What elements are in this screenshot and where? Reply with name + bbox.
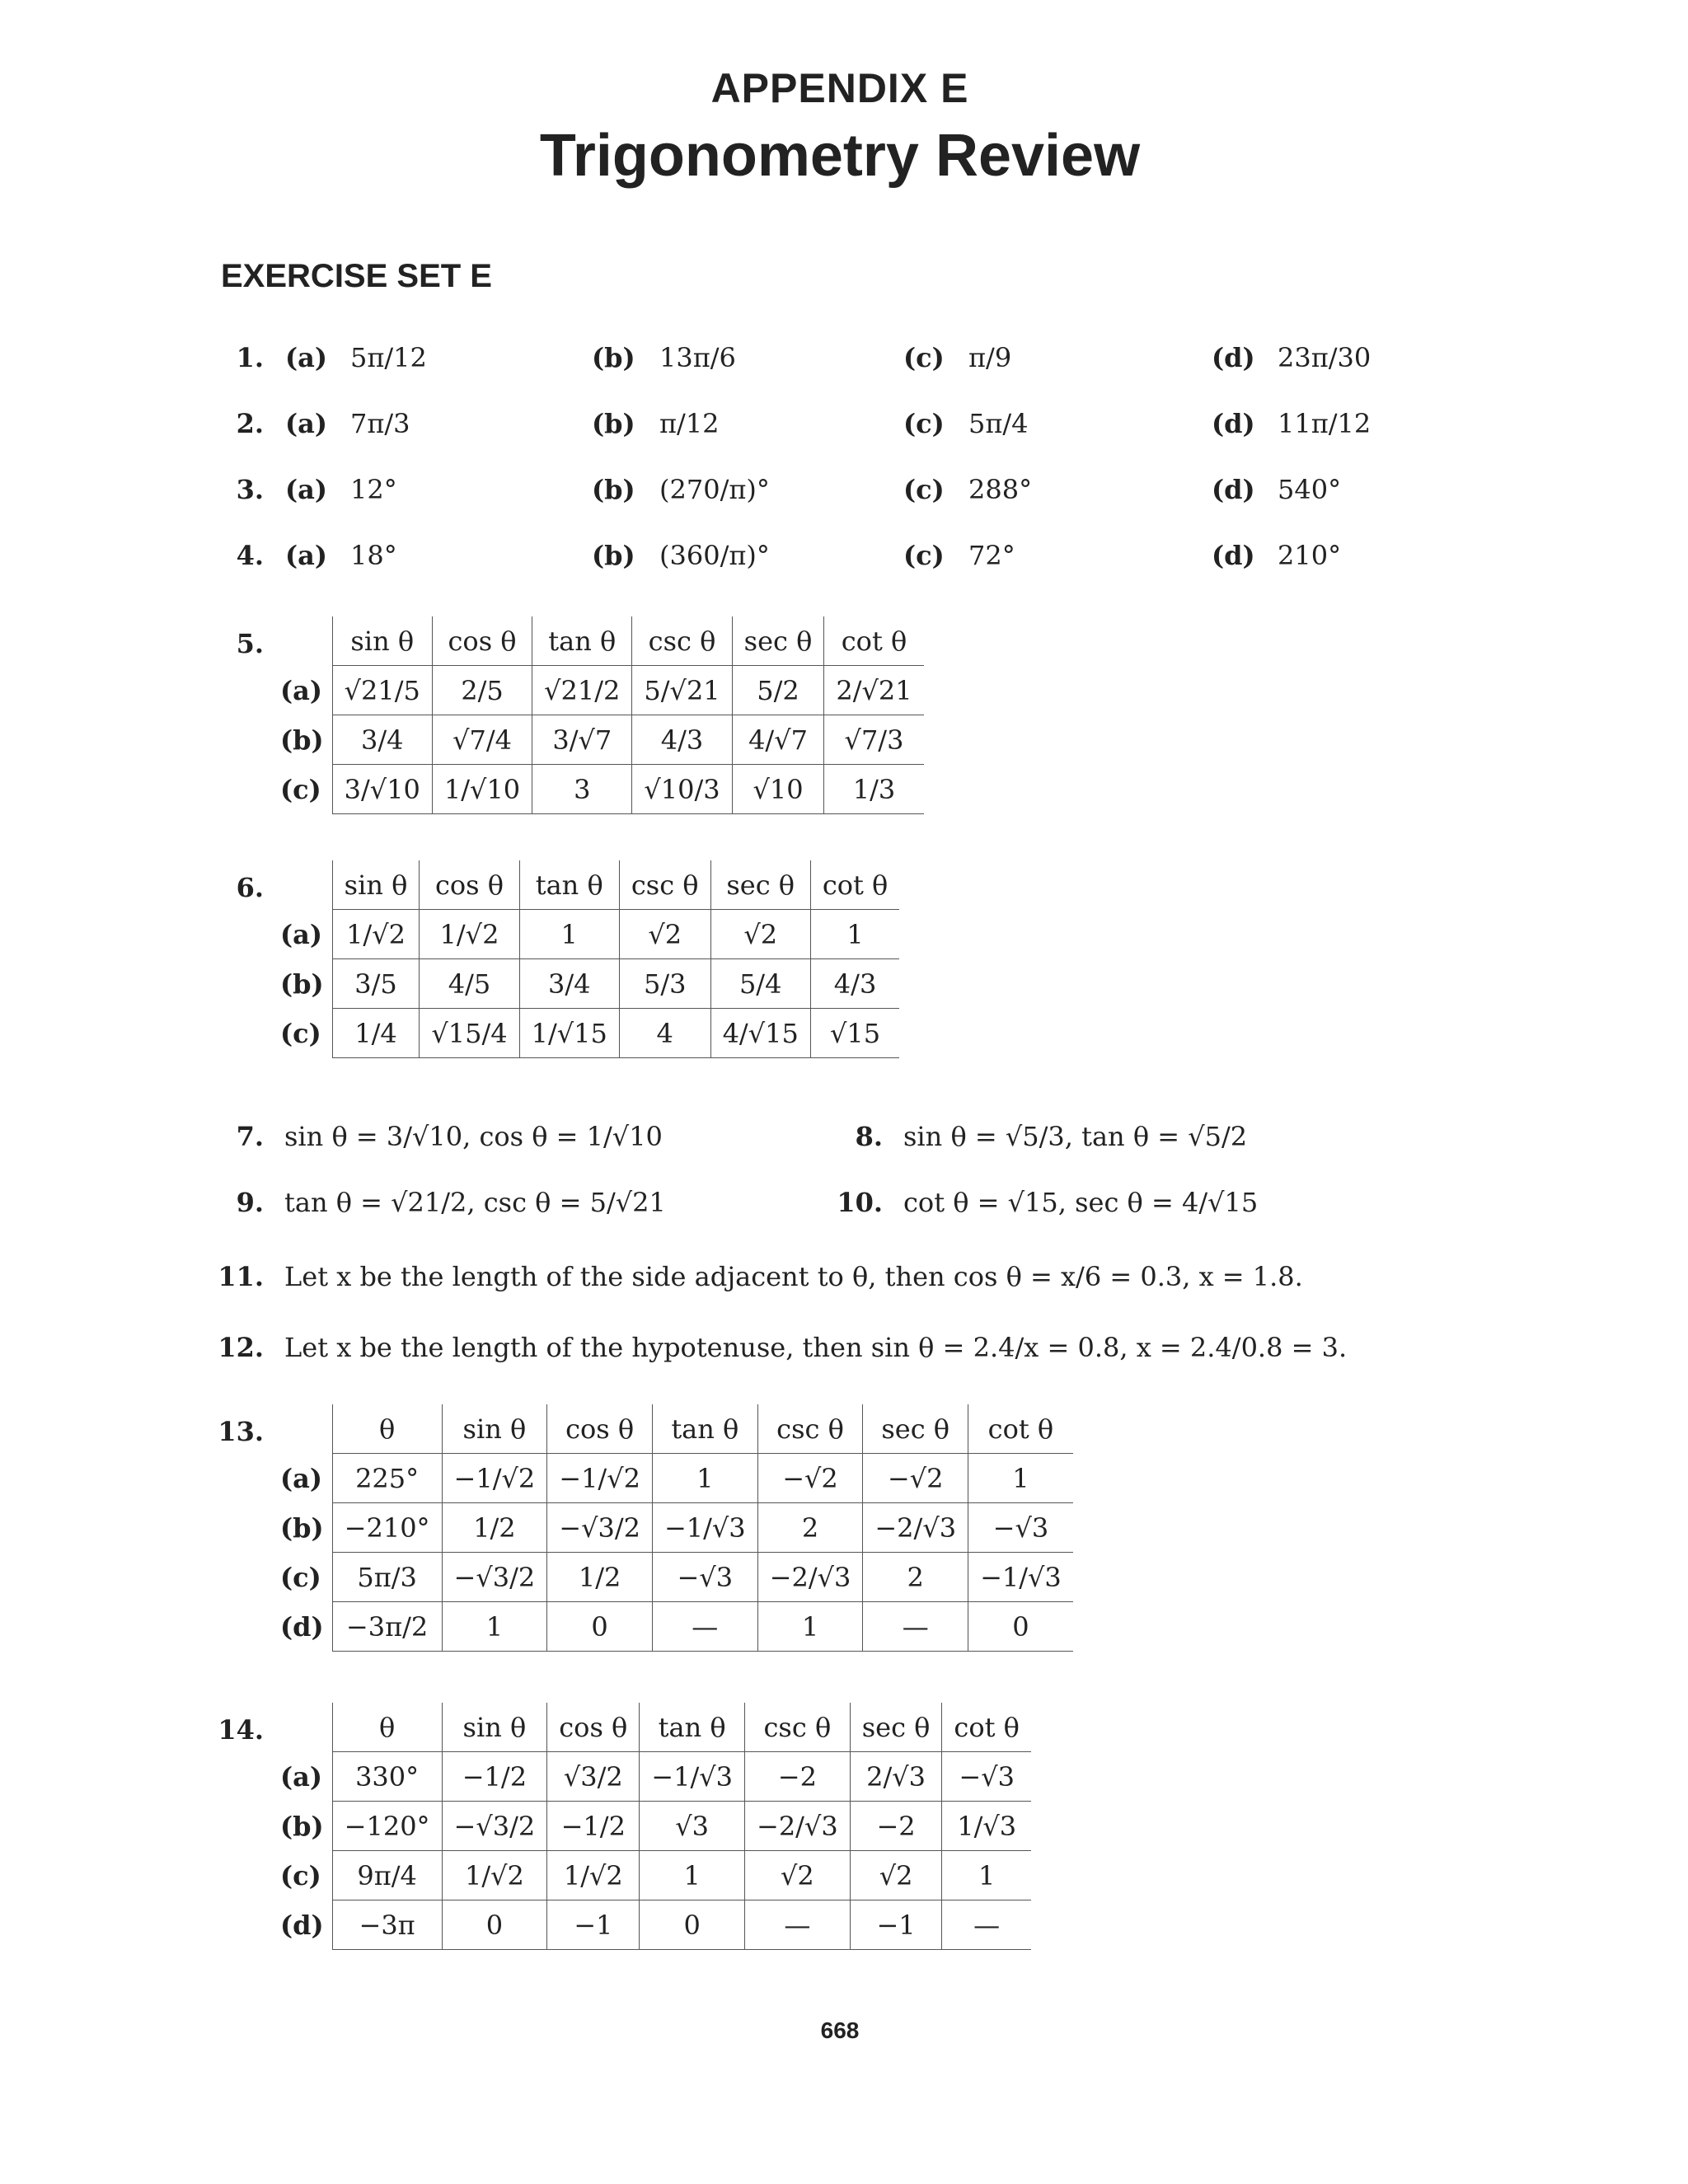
- table-cell: 2: [863, 1553, 968, 1602]
- table-cell: −1/√3: [640, 1752, 745, 1802]
- column-header: cot θ: [824, 616, 924, 666]
- table-cell: 1/2: [547, 1553, 653, 1602]
- table-cell: √2: [710, 910, 810, 959]
- part-label: (b): [592, 540, 635, 571]
- table-cell: √10/3: [632, 765, 732, 814]
- table-cell: 3/4: [332, 715, 432, 765]
- row-label: (b): [280, 1810, 324, 1842]
- column-header: cot θ: [810, 860, 899, 910]
- answer-text: tan θ = √21/2, csc θ = 5/√21: [284, 1187, 666, 1218]
- column-header: sin θ: [442, 1703, 547, 1752]
- problem-number: 2.: [236, 408, 264, 439]
- table-cell: √7/4: [432, 715, 532, 765]
- table-cell: 3/5: [332, 959, 420, 1009]
- problem-number: 12.: [218, 1332, 264, 1363]
- part-label: (b): [592, 408, 635, 439]
- column-header: tan θ: [519, 860, 619, 910]
- part-label: (d): [1212, 408, 1255, 439]
- row-label: (c): [280, 1561, 321, 1593]
- part-answer: π/12: [659, 408, 720, 439]
- table-cell: −√3: [968, 1503, 1073, 1553]
- table-cell: 1/4: [332, 1009, 420, 1058]
- column-header: cos θ: [547, 1703, 640, 1752]
- part-answer: 13π/6: [659, 342, 736, 373]
- table-cell: 3: [532, 765, 632, 814]
- part-answer: π/9: [968, 342, 1012, 373]
- column-header: sin θ: [332, 860, 420, 910]
- row-label: (b): [280, 724, 324, 756]
- table-cell: −2/√3: [745, 1802, 851, 1851]
- table-cell: 330°: [332, 1752, 442, 1802]
- column-header: sin θ: [442, 1404, 547, 1454]
- table-cell: −3π/2: [332, 1602, 442, 1652]
- part-answer: 5π/4: [968, 408, 1029, 439]
- page-title: Trigonometry Review: [539, 123, 1141, 189]
- answer-text: Let x be the length of the side adjacent to θ, then cos θ = x/6 = 0.3, x = 1.8.: [284, 1261, 1303, 1292]
- table-cell: 0: [640, 1900, 745, 1950]
- table-cell: −3π: [332, 1900, 442, 1950]
- table-cell: 4: [619, 1009, 710, 1058]
- table-cell: 1/3: [824, 765, 924, 814]
- exercise-set-heading: EXERCISE SET E: [221, 258, 492, 294]
- table-cell: −1/√2: [442, 1454, 547, 1503]
- column-header: csc θ: [632, 616, 732, 666]
- row-label-spacer: [280, 616, 332, 666]
- table-cell: 2/√3: [850, 1752, 942, 1802]
- row-label: (a): [280, 1462, 323, 1494]
- table-cell: 4/√7: [732, 715, 824, 765]
- problem-number: 1.: [236, 342, 264, 373]
- table-cell: 4/3: [810, 959, 899, 1009]
- table-cell: √21/2: [532, 666, 632, 715]
- table-cell: 2: [757, 1503, 863, 1553]
- column-header: θ: [332, 1703, 442, 1752]
- table-cell: −1/2: [547, 1802, 640, 1851]
- part-answer: 23π/30: [1278, 342, 1372, 373]
- table-cell: √2: [745, 1851, 851, 1900]
- answer-text: cot θ = √15, sec θ = 4/√15: [903, 1187, 1259, 1218]
- row-label: (b): [280, 1511, 324, 1544]
- table-cell: 1/2: [442, 1503, 547, 1553]
- table-cell: √15: [810, 1009, 899, 1058]
- table-cell: −210°: [332, 1503, 442, 1553]
- part-label: (d): [1212, 342, 1255, 373]
- column-header: cos θ: [432, 616, 532, 666]
- answer-text: sin θ = 3/√10, cos θ = 1/√10: [284, 1121, 663, 1152]
- table-cell: 1/√10: [432, 765, 532, 814]
- table-cell: 4/√15: [710, 1009, 810, 1058]
- part-answer: (270/π)°: [659, 474, 770, 505]
- page-number: 668: [820, 2018, 860, 2043]
- table-cell: −120°: [332, 1802, 442, 1851]
- table-cell: √21/5: [332, 666, 432, 715]
- table-cell: −√2: [757, 1454, 863, 1503]
- part-answer: 72°: [968, 540, 1015, 571]
- part-label: (b): [592, 342, 635, 373]
- row-label: (b): [280, 968, 324, 1000]
- column-header: tan θ: [640, 1703, 745, 1752]
- answer-text: Let x be the length of the hypotenuse, then sin θ = 2.4/x = 0.8, x = 2.4/0.8 = 3.: [284, 1332, 1348, 1363]
- part-label: (b): [592, 474, 635, 505]
- table-cell: −2/√3: [757, 1553, 863, 1602]
- table-cell: −√3/2: [442, 1553, 547, 1602]
- part-label: (c): [903, 342, 945, 373]
- table-cell: 5/3: [619, 959, 710, 1009]
- row-label: (c): [280, 1017, 321, 1049]
- table-cell: 225°: [332, 1454, 442, 1503]
- table-cell: 4/3: [632, 715, 732, 765]
- problem-number: 4.: [236, 540, 264, 571]
- table-cell: 1/√2: [332, 910, 420, 959]
- table-cell: 9π/4: [332, 1851, 442, 1900]
- table-cell: 4/5: [420, 959, 519, 1009]
- table-cell: 5π/3: [332, 1553, 442, 1602]
- table-cell: −√2: [863, 1454, 968, 1503]
- column-header: cos θ: [420, 860, 519, 910]
- table-cell: 1: [652, 1454, 757, 1503]
- part-answer: 288°: [968, 474, 1033, 505]
- column-header: tan θ: [652, 1404, 757, 1454]
- table-cell: √3: [640, 1802, 745, 1851]
- table-cell: −√3: [942, 1752, 1031, 1802]
- table-cell: −√3/2: [547, 1503, 653, 1553]
- column-header: sin θ: [332, 616, 432, 666]
- table-cell: —: [942, 1900, 1031, 1950]
- trig-table: [280, 616, 924, 814]
- table-cell: 3/4: [519, 959, 619, 1009]
- part-label: (a): [285, 342, 328, 373]
- table-cell: −1: [850, 1900, 942, 1950]
- row-label: (c): [280, 773, 321, 805]
- row-label: (a): [280, 1760, 323, 1793]
- table-cell: −2/√3: [863, 1503, 968, 1553]
- table-cell: —: [652, 1602, 757, 1652]
- row-label: (d): [280, 1909, 324, 1941]
- row-label-spacer: [280, 1404, 332, 1454]
- column-header: θ: [332, 1404, 442, 1454]
- problem-number: 10.: [837, 1187, 883, 1218]
- problem-number: 14.: [218, 1714, 264, 1746]
- problem-number: 8.: [855, 1121, 883, 1152]
- table-cell: 1/√2: [420, 910, 519, 959]
- problem-number: 13.: [218, 1416, 264, 1447]
- table-cell: 1/√2: [442, 1851, 547, 1900]
- part-answer: 18°: [350, 540, 397, 571]
- table-cell: √10: [732, 765, 824, 814]
- table-cell: √2: [850, 1851, 942, 1900]
- table-cell: 1: [968, 1454, 1073, 1503]
- column-header: csc θ: [757, 1404, 863, 1454]
- trig-table: [280, 860, 899, 1058]
- column-header: tan θ: [532, 616, 632, 666]
- row-label-spacer: [280, 1703, 332, 1752]
- part-answer: 11π/12: [1278, 408, 1372, 439]
- column-header: sec θ: [710, 860, 810, 910]
- row-label: (d): [280, 1610, 324, 1643]
- column-header: cot θ: [968, 1404, 1073, 1454]
- table-cell: −2: [745, 1752, 851, 1802]
- table-cell: 1/√2: [547, 1851, 640, 1900]
- trig-table: [280, 1404, 1073, 1652]
- part-label: (a): [285, 474, 328, 505]
- table-cell: −1/√2: [547, 1454, 653, 1503]
- table-cell: 5/4: [710, 959, 810, 1009]
- column-header: cot θ: [942, 1703, 1031, 1752]
- table-cell: −1/√3: [968, 1553, 1073, 1602]
- part-answer: 540°: [1278, 474, 1342, 505]
- part-label: (d): [1212, 540, 1255, 571]
- trig-table: [280, 1703, 1031, 1950]
- table-cell: √3/2: [547, 1752, 640, 1802]
- part-answer: 7π/3: [350, 408, 410, 439]
- table-cell: −1: [547, 1900, 640, 1950]
- table-cell: √15/4: [420, 1009, 519, 1058]
- table-cell: 1: [810, 910, 899, 959]
- table-cell: −1/2: [442, 1752, 547, 1802]
- part-label: (d): [1212, 474, 1255, 505]
- table-cell: 1/√15: [519, 1009, 619, 1058]
- problem-number: 7.: [236, 1121, 264, 1152]
- column-header: sec θ: [850, 1703, 942, 1752]
- row-label-spacer: [280, 860, 332, 910]
- column-header: csc θ: [745, 1703, 851, 1752]
- table-cell: 2/√21: [824, 666, 924, 715]
- table-cell: √7/3: [824, 715, 924, 765]
- table-cell: −1/√3: [652, 1503, 757, 1553]
- part-label: (a): [285, 408, 328, 439]
- column-header: csc θ: [619, 860, 710, 910]
- table-cell: 2/5: [432, 666, 532, 715]
- table-cell: −√3/2: [442, 1802, 547, 1851]
- problem-number: 5.: [236, 628, 264, 659]
- problem-number: 6.: [236, 872, 264, 903]
- row-label: (a): [280, 674, 323, 706]
- table-cell: 0: [442, 1900, 547, 1950]
- part-label: (c): [903, 408, 945, 439]
- table-cell: 5/√21: [632, 666, 732, 715]
- table-cell: −2: [850, 1802, 942, 1851]
- table-cell: 3/√10: [332, 765, 432, 814]
- column-header: sec θ: [732, 616, 824, 666]
- table-cell: —: [863, 1602, 968, 1652]
- part-label: (a): [285, 540, 328, 571]
- row-label: (a): [280, 918, 323, 950]
- problem-number: 9.: [236, 1187, 264, 1218]
- column-header: cos θ: [547, 1404, 653, 1454]
- part-label: (c): [903, 474, 945, 505]
- table-cell: √2: [619, 910, 710, 959]
- part-label: (c): [903, 540, 945, 571]
- table-cell: 0: [547, 1602, 653, 1652]
- part-answer: (360/π)°: [659, 540, 770, 571]
- part-answer: 5π/12: [350, 342, 427, 373]
- table-cell: 3/√7: [532, 715, 632, 765]
- table-cell: 1: [757, 1602, 863, 1652]
- table-cell: 1: [442, 1602, 547, 1652]
- appendix-label: APPENDIX E: [710, 65, 969, 111]
- problem-number: 11.: [218, 1261, 264, 1292]
- answer-text: sin θ = √5/3, tan θ = √5/2: [903, 1121, 1248, 1152]
- row-label: (c): [280, 1859, 321, 1891]
- column-header: sec θ: [863, 1404, 968, 1454]
- table-cell: 5/2: [732, 666, 824, 715]
- table-cell: −√3: [652, 1553, 757, 1602]
- table-cell: 0: [968, 1602, 1073, 1652]
- table-cell: 1/√3: [942, 1802, 1031, 1851]
- table-cell: 1: [519, 910, 619, 959]
- table-cell: 1: [942, 1851, 1031, 1900]
- table-cell: 1: [640, 1851, 745, 1900]
- problem-number: 3.: [236, 474, 264, 505]
- part-answer: 12°: [350, 474, 397, 505]
- table-cell: —: [745, 1900, 851, 1950]
- part-answer: 210°: [1278, 540, 1342, 571]
